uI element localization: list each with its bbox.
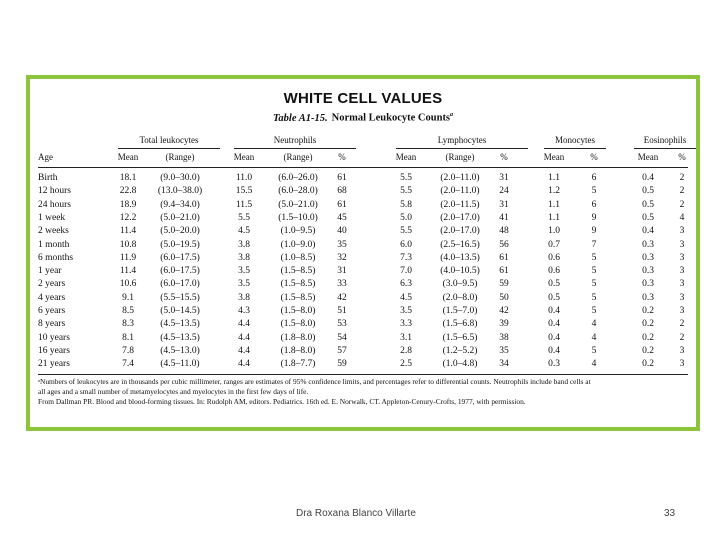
table-cell: 5 xyxy=(591,266,597,277)
column-header: % xyxy=(678,152,686,162)
table-cell: (2.0–11.0) xyxy=(440,186,480,197)
table-cell: 3.8 xyxy=(238,292,250,303)
table-cell: 40 xyxy=(337,226,347,237)
table-cell: 9 xyxy=(591,226,597,237)
group-header: Total leukocytes xyxy=(139,135,199,145)
table-cell: 4.4 xyxy=(238,319,250,330)
table-cell: 5.5 xyxy=(238,212,250,223)
table-title: Normal Leukocyte Counts xyxy=(331,112,451,124)
table-cell: 53 xyxy=(337,319,347,330)
table-cell: 59 xyxy=(337,359,347,370)
table-cell: 2 xyxy=(679,319,685,330)
table-cell: (2.5–16.5) xyxy=(440,239,480,250)
table-cell: (4.0–10.5) xyxy=(440,266,480,277)
table-cell: 3 xyxy=(679,306,685,316)
column-header: Mean xyxy=(543,152,565,162)
table-cell: 0.4 xyxy=(642,226,654,237)
figure-heading: WHITE CELL VALUES xyxy=(283,90,443,107)
table-cell: 0.2 xyxy=(642,306,654,316)
table-cell: 56 xyxy=(499,239,509,250)
table-cell: 5.5 xyxy=(400,186,412,197)
table-cell: 57 xyxy=(337,345,347,356)
table-cell: 2.8 xyxy=(400,345,412,356)
footnote-line: ᵃNumbers of leukocytes are in thousands per cubic millimeter, ranges are estimates of 95% confidence limits, and percentages refer to differential counts. Neutrophils include band cells at xyxy=(38,377,591,386)
table-cell: (4.0–13.5) xyxy=(440,252,480,263)
table-cell: 31 xyxy=(499,173,509,183)
column-header: Mean xyxy=(117,152,139,162)
slide-page-number: 33 xyxy=(664,508,676,519)
table-cell: (1.0–9.5) xyxy=(280,226,316,237)
table-cell: 3 xyxy=(679,359,685,370)
table-cell: 11.5 xyxy=(235,199,253,210)
table-cell: 31 xyxy=(499,199,509,210)
table-cell: (6.0–17.5) xyxy=(160,252,200,263)
table-cell: 5.8 xyxy=(400,199,412,210)
table-cell: 0.5 xyxy=(642,199,654,210)
table-cell: 3.3 xyxy=(400,319,412,330)
table-cell: 0.2 xyxy=(642,345,654,356)
table-cell: 24 hours xyxy=(38,199,71,210)
table-cell: 7.4 xyxy=(122,359,134,370)
table-cell: 4 xyxy=(591,359,597,370)
table-cell: 6.0 xyxy=(400,239,412,250)
table-cell: 34 xyxy=(499,359,509,370)
table-cell: 18.1 xyxy=(119,173,137,183)
table-cell: 3 xyxy=(679,279,685,290)
table-cell: 10.6 xyxy=(119,279,137,290)
table-cell: 39 xyxy=(499,319,509,330)
column-header: % xyxy=(590,152,598,162)
table-cell: 7.8 xyxy=(122,345,134,356)
table-cell: 8.1 xyxy=(122,332,134,343)
table-cell: 35 xyxy=(499,345,509,356)
table-cell: 2 xyxy=(679,186,685,197)
table-cell: (4.5–11.0) xyxy=(160,359,200,370)
table-figure-frame xyxy=(26,75,700,431)
table-cell: 4.5 xyxy=(400,292,412,303)
table-cell: 9.1 xyxy=(122,292,134,303)
table-cell: 3 xyxy=(679,266,685,277)
table-cell: 5 xyxy=(591,252,597,263)
table-cell: (5.0–21.0) xyxy=(160,212,200,223)
table-cell: 8 years xyxy=(38,319,66,330)
table-cell: 61 xyxy=(499,266,509,277)
table-cell: 4 xyxy=(679,212,685,223)
table-cell: 6 xyxy=(591,199,597,210)
table-title-marker: a xyxy=(450,112,454,118)
table-cell: 0.6 xyxy=(548,252,560,263)
table-cell: 0.3 xyxy=(642,266,654,277)
table-cell: (1.5–7.0) xyxy=(442,306,478,316)
column-header: (Range) xyxy=(445,152,475,162)
table-cell: (1.5–6.8) xyxy=(442,319,478,330)
table-cell: 7.0 xyxy=(400,266,412,277)
table-cell: (3.0–9.5) xyxy=(442,279,478,290)
table-cell: 41 xyxy=(499,212,509,223)
table-cell: 10 years xyxy=(38,332,70,343)
table-cell: 4 xyxy=(591,319,597,330)
table-cell: 1 week xyxy=(38,212,66,223)
group-underline xyxy=(634,148,696,149)
table-cell: 8.3 xyxy=(122,319,134,330)
group-header: Monocytes xyxy=(555,135,595,145)
table-cell: 0.4 xyxy=(548,345,560,356)
table-cell: 4 xyxy=(591,332,597,343)
table-cell: 33 xyxy=(337,279,347,290)
table-cell: 21 years xyxy=(38,359,70,370)
table-cell: 8.5 xyxy=(122,306,134,316)
table-cell: (1.5–8.0) xyxy=(280,306,316,316)
table-cell: 5 xyxy=(591,292,597,303)
table-cell: Birth xyxy=(38,173,58,183)
table-cell: 0.5 xyxy=(548,279,560,290)
table-number: Table A1-15. xyxy=(272,112,328,124)
table-cell: 50 xyxy=(499,292,509,303)
table-cell: 48 xyxy=(499,226,509,237)
table-cell: 16 years xyxy=(38,345,70,356)
table-cell: 9 xyxy=(591,212,597,223)
source-line: From Dallman PR. Blood and blood-forming tissues. In: Rudolph AM, editors. Pediatrics. 16th ed. E. Norwalk, CT. Appleton-Cenury-Crofts, 1977, with permission. xyxy=(38,397,526,406)
footnote-line: all ages and a small number of metamyelocytes and myelocytes in the first few days of life. xyxy=(38,387,309,396)
group-header: Lymphocytes xyxy=(437,135,487,145)
footnote-divider xyxy=(38,374,688,375)
table-cell: 45 xyxy=(337,212,347,223)
table-cell: (2.0–8.0) xyxy=(442,292,478,303)
table-cell: 10.8 xyxy=(119,239,137,250)
table-cell: 5 xyxy=(591,306,597,316)
table-cell: 0.6 xyxy=(548,266,560,277)
table-cell: 0.7 xyxy=(548,239,560,250)
table-cell: 3.1 xyxy=(400,332,412,343)
table-cell: 7 xyxy=(591,239,597,250)
table-cell: (5.0–14.5) xyxy=(160,306,200,316)
table-cell: (6.0–17.5) xyxy=(160,266,200,277)
table-cell: 3 xyxy=(679,226,685,237)
table-cell: 3.5 xyxy=(238,279,250,290)
table-cell: (5.0–21.0) xyxy=(278,199,318,210)
table-cell: 3.5 xyxy=(238,266,250,277)
table-cell: 3.8 xyxy=(238,239,250,250)
table-cell: (1.5–8.5) xyxy=(280,266,316,277)
table-cell: (1.8–8.0) xyxy=(280,332,316,343)
table-cell: (1.0–8.5) xyxy=(280,252,316,263)
table-cell: 4 years xyxy=(38,292,66,303)
table-cell: (1.5–10.0) xyxy=(278,212,318,223)
table-cell: 0.3 xyxy=(642,239,654,250)
table-cell: (2.0–11.5) xyxy=(440,199,480,210)
header-rule xyxy=(38,167,688,168)
table-cell: 54 xyxy=(337,332,347,343)
table-cell: (6.0–28.0) xyxy=(278,186,318,197)
table-cell: 3 xyxy=(679,292,685,303)
table-cell: (4.5–13.5) xyxy=(160,319,200,330)
table-cell: 0.4 xyxy=(548,319,560,330)
group-header: Eosinophils xyxy=(643,135,687,145)
table-cell: 1.1 xyxy=(548,212,560,223)
table-cell: 0.3 xyxy=(642,279,654,290)
table-cell: 5.0 xyxy=(400,212,412,223)
table-cell: 0.3 xyxy=(642,292,654,303)
table-cell: (5.0–20.0) xyxy=(160,226,200,237)
table-cell: 5 xyxy=(591,345,597,356)
table-cell: (4.5–13.0) xyxy=(160,345,200,356)
column-header: (Range) xyxy=(165,152,195,162)
table-cell: 0.5 xyxy=(642,186,654,197)
table-cell: 4.4 xyxy=(238,332,250,343)
table-cell: 61 xyxy=(499,252,509,263)
table-cell: 0.4 xyxy=(642,173,654,183)
column-header: (Range) xyxy=(283,152,313,162)
table-cell: 11.4 xyxy=(119,266,137,277)
table-cell: 1 month xyxy=(38,239,70,250)
table-cell: (1.2–5.2) xyxy=(442,345,478,356)
table-cell: 5 xyxy=(591,186,597,197)
table-cell: 15.5 xyxy=(235,186,253,197)
table-cell: 3.8 xyxy=(238,252,250,263)
table-cell: 12.2 xyxy=(119,212,137,223)
table-cell: 1.1 xyxy=(548,173,560,183)
table-cell: 11.0 xyxy=(235,173,253,183)
table-cell: 3 xyxy=(679,345,685,356)
group-underline xyxy=(234,148,356,149)
table-cell: 12 hours xyxy=(38,186,71,197)
table-cell: 1 year xyxy=(38,266,62,277)
table-cell: 35 xyxy=(337,239,347,250)
column-header: % xyxy=(338,152,346,162)
column-header: Mean xyxy=(637,152,659,162)
table-cell: (2.0–11.0) xyxy=(440,173,480,183)
table-cell: 61 xyxy=(337,173,347,183)
table-cell: 0.5 xyxy=(642,212,654,223)
table-cell: 31 xyxy=(337,266,347,277)
group-underline xyxy=(118,148,220,149)
table-cell: 38 xyxy=(499,332,509,343)
table-cell: 6 months xyxy=(38,252,74,263)
table-cell: 5 xyxy=(591,279,597,290)
table-cell: 0.4 xyxy=(548,306,560,316)
table-cell: (2.0–17.0) xyxy=(440,226,480,237)
column-header: Mean xyxy=(233,152,255,162)
table-cell: 0.4 xyxy=(548,332,560,343)
table-cell: (1.5–6.5) xyxy=(442,332,478,343)
table-cell: (1.5–8.5) xyxy=(280,292,316,303)
table-cell: 68 xyxy=(337,186,347,197)
table-cell: (5.5–15.5) xyxy=(160,292,200,303)
table-cell: 2 xyxy=(679,332,685,343)
table-cell: (6.0–17.0) xyxy=(160,279,200,290)
table-cell: 4.3 xyxy=(238,306,250,316)
table-cell: 3 xyxy=(679,239,685,250)
table-cell: 2.5 xyxy=(400,359,412,370)
table-cell: 61 xyxy=(337,199,347,210)
table-cell: 42 xyxy=(337,292,347,303)
table-cell: (1.0–9.0) xyxy=(280,239,316,250)
table-cell: 7.3 xyxy=(400,252,412,263)
table-cell: 2 xyxy=(679,199,685,210)
column-header: Mean xyxy=(395,152,417,162)
table-cell: (2.0–17.0) xyxy=(440,212,480,223)
table-cell: (9.4–34.0) xyxy=(160,199,200,210)
table-cell: (1.0–4.8) xyxy=(442,359,478,370)
table-cell: (4.5–13.5) xyxy=(160,332,200,343)
table-cell: 11.4 xyxy=(119,226,137,237)
table-cell: 6.3 xyxy=(400,279,412,290)
table-cell: (6.0–26.0) xyxy=(278,173,318,183)
table-cell: 22.8 xyxy=(119,186,137,197)
table-cell: (13.0–38.0) xyxy=(157,186,203,197)
table-cell: 11.9 xyxy=(119,252,137,263)
table-cell: 5.5 xyxy=(400,226,412,237)
table-cell: 4.4 xyxy=(238,345,250,356)
table-cell: 2 weeks xyxy=(38,226,69,237)
table-cell: 4.5 xyxy=(238,226,250,237)
table-cell: 42 xyxy=(499,306,509,316)
table-cell: 59 xyxy=(499,279,509,290)
table-cell: 0.2 xyxy=(642,359,654,370)
column-header: Age xyxy=(38,152,53,162)
table-cell: (1.5–8.5) xyxy=(280,279,316,290)
table-cell: (1.8–8.0) xyxy=(280,345,316,356)
table-cell: 24 xyxy=(499,186,509,197)
table-cell: 1.1 xyxy=(548,199,560,210)
slide-author: Dra Roxana Blanco Villarte xyxy=(296,508,416,519)
table-cell: 18.9 xyxy=(119,199,137,210)
table-cell: 3.5 xyxy=(400,306,412,316)
table-cell: (5.0–19.5) xyxy=(160,239,200,250)
group-header: Neutrophils xyxy=(273,135,317,145)
table-cell: 1.2 xyxy=(548,186,560,197)
group-underline xyxy=(396,148,528,149)
table-cell: (1.5–8.0) xyxy=(280,319,316,330)
table-cell: 2 years xyxy=(38,279,66,290)
table-cell: 0.3 xyxy=(642,252,654,263)
table-cell: 0.5 xyxy=(548,292,560,303)
table-cell: 51 xyxy=(337,306,347,316)
table-cell: 6 xyxy=(591,173,597,183)
table-cell: 32 xyxy=(337,252,347,263)
table-label xyxy=(30,112,696,124)
table-cell: 5.5 xyxy=(400,173,412,183)
table-cell: 3 xyxy=(679,252,685,263)
table-cell: 0.2 xyxy=(642,332,654,343)
table-cell: 6 years xyxy=(38,306,66,316)
table-cell: 0.3 xyxy=(548,359,560,370)
table-cell: 1.0 xyxy=(548,226,560,237)
group-underline xyxy=(544,148,606,149)
table-cell: 0.2 xyxy=(642,319,654,330)
column-header: % xyxy=(500,152,508,162)
table-cell: 2 xyxy=(679,173,685,183)
table-cell: (1.8–7.7) xyxy=(280,359,316,370)
table-cell: 4.4 xyxy=(238,359,250,370)
table-cell: (9.0–30.0) xyxy=(160,173,200,183)
